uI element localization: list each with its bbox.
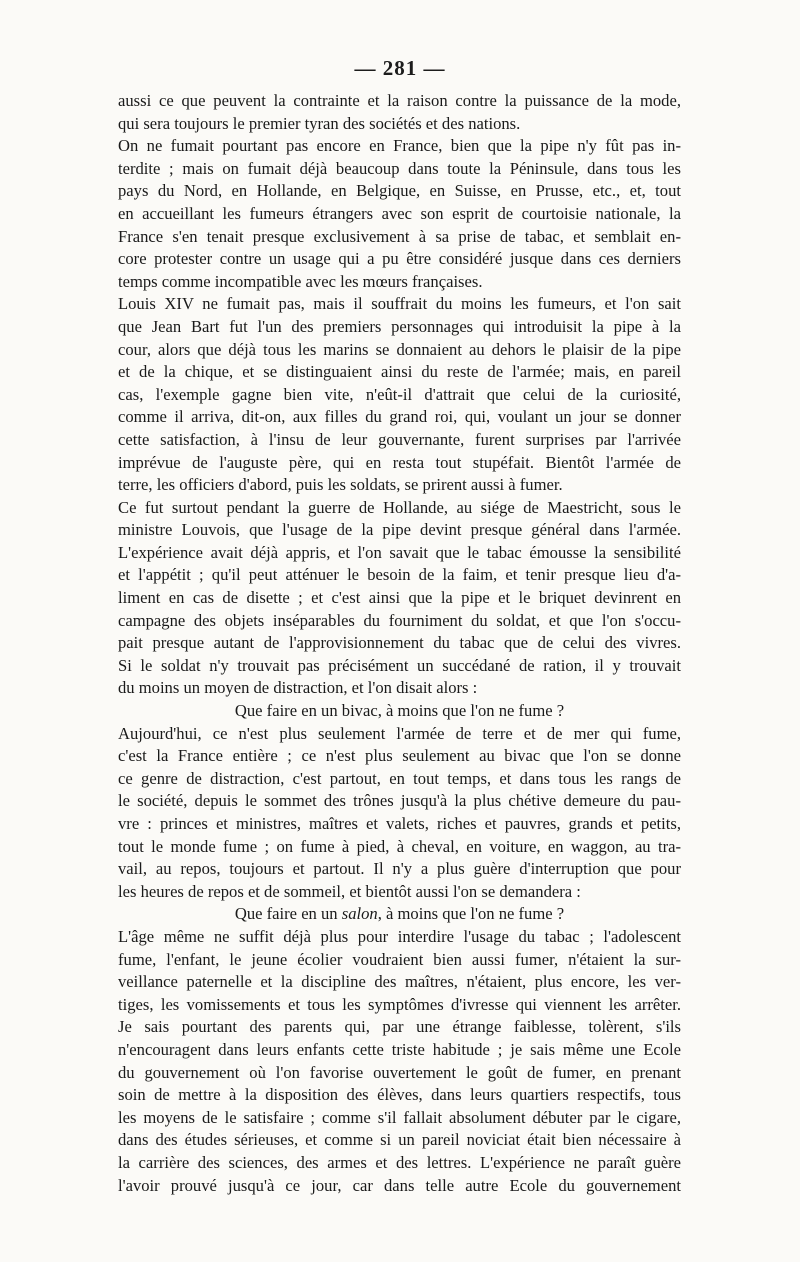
text-line: fume, l'enfant, le jeune écolier voudraient bien aussi fumer, n'étaient la sur- [118,949,681,969]
text-line: cette satisfaction, à l'insu de leur gouvernante, furent surprises par l'arrivée [118,429,681,449]
text-line: terre, les officiers d'abord, puis les soldats, se prirent aussi à fumer. [118,475,563,495]
text-line: en accueillant les fumeurs étrangers avec son esprit de courtoisie nationale, la [118,203,681,223]
text-line: l'avoir prouvé jusqu'à ce jour, car dans telle autre Ecole du gouvernement [118,1175,681,1195]
emphasis: salon [341,904,378,924]
text-line: n'encouragent dans leurs enfants cette triste habitude ; je sais même une Ecole [118,1039,681,1059]
text-line: Louis XIV ne fumait pas, mais il souffrait du moins les fumeurs, et l'on sait [118,294,681,314]
text-line: liment en cas de disette ; et c'est ainsi que la pipe et le briquet devinrent en [118,588,681,608]
text-line: Ce fut surtout pendant la guerre de Hollande, au siége de Maestricht, sous le [118,497,681,517]
text-line: dans des études sérieuses, et comme si un pareil noviciat était bien nécessaire à [118,1130,681,1150]
text-line: tout le monde fume ; on fume à pied, à cheval, en voiture, en waggon, au tra- [118,836,681,856]
text-line: comme il arriva, dit-on, aux filles du grand roi, qui, voulant un jour se donner [118,407,681,427]
text-line: du gouvernement où l'on favorise ouvertement le goût de fumer, en prenant [118,1062,681,1082]
text-line: L'âge même ne suffit déjà plus pour interdire l'usage du tabac ; l'adolescent [118,926,681,946]
text-line: France s'en tenait presque exclusivement à sa prise de tabac, et semblait en- [118,226,681,246]
text-line: pait presque autant de l'approvisionnement du tabac que de celui des vivres. [118,633,681,653]
text-line: L'expérience avait déjà appris, et l'on savait que le tabac émousse la sensibilité [118,542,681,562]
text-line: ministre Louvois, que l'usage de la pipe devint presque général dans l'armée. [118,520,681,540]
text-line: ce genre de distraction, c'est partout, en tout temps, et dans tous les rangs de [118,768,681,788]
text-line: vail, au repos, toujours et partout. Il n'y a plus guère d'interruption que pour [118,859,681,879]
text-line: terdite ; mais on fumait déjà beaucoup dans toute la Péninsule, dans tous les [118,158,681,178]
text-line: les heures de repos et de sommeil, et bientôt aussi l'on se demandera : [118,881,581,901]
text-line: et l'appétit ; qu'il peut atténuer le besoin de la faim, et tenir presque lieu d'a- [118,565,681,585]
text-line: core protester contre un usage qui a pu être considéré jusque dans ces derniers [118,249,681,269]
text-line: c'est la France entière ; ce n'est plus seulement au bivac que l'on se donne [118,746,681,766]
body-text [118,90,681,1197]
text-line: Aujourd'hui, ce n'est plus seulement l'armée de terre et de mer qui fume, [118,723,681,743]
text-line: soin de mettre à la disposition des élèves, dans leurs quartiers respectifs, tous [118,1085,681,1105]
text-line: la carrière des sciences, des armes et des lettres. L'expérience ne paraît guère [118,1152,681,1172]
text-line: veillance paternelle et la discipline des maîtres, n'étaient, plus encore, les ver- [118,972,681,992]
page-number: — 281 — [354,56,446,80]
text-line: cour, alors que déjà tous les marins se donnaient au dehors le plaisir de la pipe [118,339,681,359]
quoted-line: Que faire en un salon, à moins que l'on ne fume ? [234,904,565,924]
text-line: Si le soldat n'y trouvait pas précisément un succédané de ration, il y trouvait [118,655,681,675]
text-line: du moins un moyen de distraction, et l'on disait alors : [118,678,478,698]
text-line: temps comme incompatible avec les mœurs françaises. [118,271,483,291]
text-line: imprévue de l'auguste père, qui en resta tout stupéfait. Bientôt l'armée de [118,452,681,472]
text-line: le société, depuis le sommet des trônes jusqu'à la plus chétive demeure du pau- [118,791,681,811]
text-line: que Jean Bart fut l'un des premiers personnages qui introduisit la pipe à la [118,316,681,336]
text-line: les moyens de le satisfaire ; comme s'il fallait absolument débuter par le cigare, [118,1107,681,1127]
text-line: On ne fumait pourtant pas encore en France, bien que la pipe n'y fût pas in- [118,136,681,156]
text-line: vre : princes et ministres, maîtres et valets, riches et pauvres, grands et petits, [118,814,681,833]
text-line: cas, l'exemple gagne bien vite, n'eût-il d'attrait que celui de la curiosité, [118,384,681,404]
text-line: pays du Nord, en Hollande, en Belgique, en Suisse, en Prusse, etc., et, tout [118,181,681,201]
text-line: tiges, les vomissements et tous les symptômes d'ivresse qui viennent les arrêter. [118,994,681,1014]
text-line: aussi ce que peuvent la contrainte et la raison contre la puissance de la mode, [118,91,681,110]
quoted-line: Que faire en un bivac, à moins que l'on ne fume ? [234,701,565,721]
text-line: campagne des objets inséparables du fourniment du soldat, et que l'on s'occu- [118,610,681,630]
text-line: Je sais pourtant des parents qui, par une étrange faiblesse, tolèrent, s'ils [118,1017,681,1037]
text-line: qui sera toujours le premier tyran des sociétés et des nations. [118,113,521,133]
text-line: et de la chique, et se distinguaient ainsi du reste de l'armée; mais, en pareil [118,362,681,382]
